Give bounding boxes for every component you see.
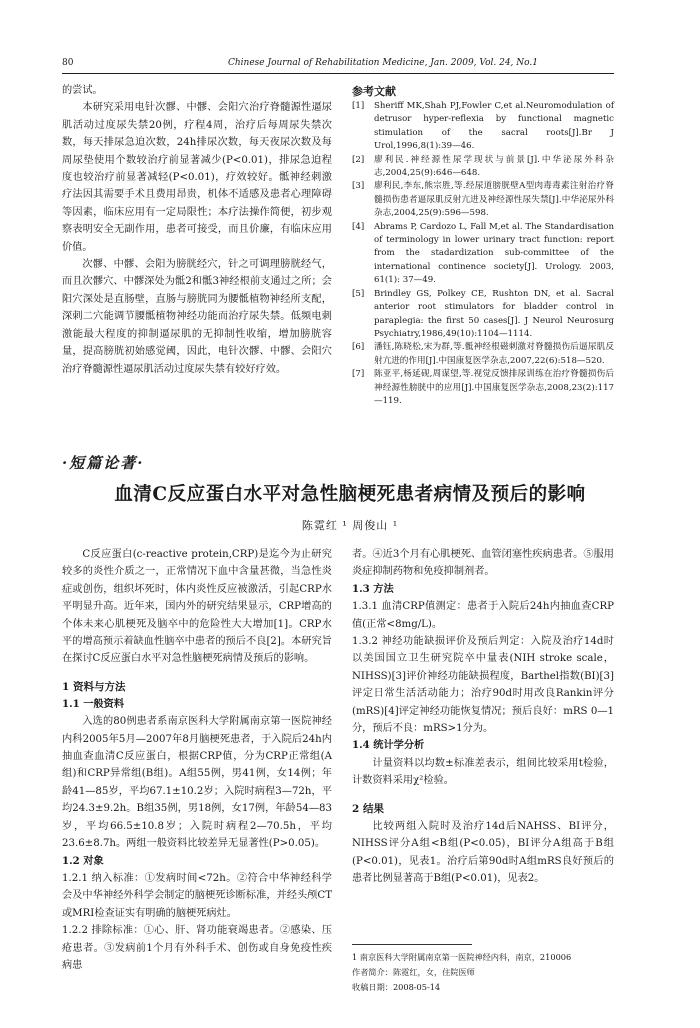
section-heading: 2 结果 bbox=[352, 802, 384, 815]
reference-text: 廖利民,李东,熊宗胜,等.经尿道膀胱壁A型肉毒毒素注射治疗脊髓损伤患者逼尿肌反射亢进及神经源性尿失禁[J].中华泌尿外科杂志,2004,25(9):596—598. bbox=[374, 181, 614, 219]
body-paragraph: 计量资料以均数±标准差表示，组间比较采用t检验，计数资料采用χ²检验。 bbox=[352, 757, 614, 787]
reference-number: [6] bbox=[352, 342, 365, 353]
prev-article-text bbox=[62, 82, 332, 378]
body-paragraph: 者。④近3个月有心肌梗死、血管闭塞性疾病患者。⑤服用炎症抑制药物和免疫抑制剂者。 bbox=[352, 549, 614, 578]
article-authors: 陈霓红 ¹ 周俊山 ¹ bbox=[301, 519, 399, 532]
reference-text: 廖利民.神经源性尿学现状与前景[J].中华泌尿外科杂志,2004,25(9):646—648. bbox=[374, 154, 614, 179]
footnote-line: 作者简介：陈霓红，女，住院医师 bbox=[352, 967, 475, 977]
subsection-heading: 1.1 一般资料 bbox=[62, 697, 125, 710]
reference-text: 陈亚平,杨延砚,周谋望,等.视觉反馈排尿训练在治疗脊髓损伤后神经源性膀胱中的应用[J].中国康复医学杂志,2008,23(2):117—119. bbox=[374, 369, 614, 406]
reference-item bbox=[352, 368, 614, 408]
reference-number: [3] bbox=[352, 181, 365, 192]
reference-item bbox=[352, 221, 614, 288]
reference-text: 潘钰,陈晓松,宋为群,等.骶神经根磁刺激对脊髓损伤后逼尿肌反射亢进的作用[J].中国康复医学杂志,2007,22(6):518—520. bbox=[374, 342, 614, 366]
footnote-line: 1 南京医科大学附属南京第一医院神经内科，南京，210006 bbox=[352, 952, 572, 962]
reference-text: Sheriff MK,Shah PJ,Fowler C,et al.Neuromodulation of detrusor hyper-reflexia by functional magnetic stimulation of the sacral roots[J].Br J Urol,1996,8(1):39—46. bbox=[374, 101, 614, 152]
reference-number: [4] bbox=[352, 221, 365, 232]
footnote-rule bbox=[352, 944, 472, 945]
prev-paragraph: 次髎、中髎、会阳为膀胱经穴，针之可调理膀胱经气，而且次髎穴、中髎深处为骶2和骶3神经根前支通过之所；会阳穴深处是直肠壁，直肠与膀胱同为腰骶植物神经所支配，深刺二穴能调节腰骶植物神经功能而治疗尿失禁。低频电刺激能最大程度的抑制逼尿肌的无抑制性收缩，增加膀胱容量，提高膀胱初始感觉阈，因此，电针次髎、中髎、会阳穴治疗脊髓源性逼尿肌活动过度尿失禁有较好疗效。 bbox=[62, 259, 332, 375]
reference-number: [2] bbox=[352, 154, 365, 165]
reference-number: [1] bbox=[352, 101, 365, 111]
article-left-column bbox=[62, 546, 332, 974]
reference-item bbox=[352, 341, 614, 368]
body-paragraph: 1.3.2 神经功能缺损评价及预后判定：入院及治疗14d时以美国国立卫生研究院卒中量表(NIH stroke scale，NIHSS)[3]评价神经功能缺损程度，Barthel指数(BI)[3]评定日常生活活动能力；治疗90d时用改良Rankin评分(mRS)[4]评定神经功能恢复情况；预后良好：mRS 0—1分，预后不良：mRS>1分为。 bbox=[352, 636, 614, 735]
references-title: 参考文献 bbox=[352, 85, 396, 98]
reference-item bbox=[352, 154, 614, 181]
reference-number: [7] bbox=[352, 369, 365, 380]
body-paragraph: C反应蛋白(c-reactive protein,CRP)是迄今为止研究较多的炎性介质之一，正常情况下血中含量甚微，当急性炎症或创伤，组织坏死时，体内炎性反应被激活，引起CRP水平明显升高。近年来，国内外的研究结果显示，CRP增高的个体未来心肌梗死及脑卒中的危险性大大增加[1]。CRP水平的增高预示着缺血性脑卒中患者的预后不良[2]。本研究旨在探讨C反应蛋白水平对急性脑梗死病情及预后的影响。 bbox=[62, 549, 332, 665]
reference-text: Abrams P, Cardozo L, Fall M,et al. The Standardisation of terminology in lower urinary tract function: report from the stadardization sub-committee of the international continence society[J]. Urology. 2003, 61(1): 37—49. bbox=[374, 221, 614, 286]
reference-item bbox=[352, 100, 614, 154]
body-paragraph: 1.2.1 纳入标准：①发病时间<72h。②符合中华神经科学会及中华神经外科学会制定的脑梗死诊断标准，并经头颅CT或MRI检查证实有明确的脑梗死病灶。 bbox=[62, 872, 332, 919]
body-paragraph: 1.3.1 血清CRP值测定：患者于入院后24h内抽血查CRP值(正常<8mg/L)。 bbox=[352, 601, 614, 630]
article-title: 血清C反应蛋白水平对急性脑梗死患者病情及预后的影响 bbox=[114, 484, 586, 505]
body-paragraph: 比较两组入院时及治疗14d后NAHSS、BI评分，NIHSS评分A组<B组(P<0.05)，BI评分A组高于B组(P<0.01)，见表1。治疗后第90d时A组mRS良好预后的患者比例显著高于B组(P<0.01)，见表2。 bbox=[352, 820, 614, 884]
body-paragraph: 入选的80例患者系南京医科大学附属南京第一医院神经内科2005年5月—2007年8月脑梗死患者，于入院后24h内抽血查血清C反应蛋白，根据CRP值，分为CRP正常组(A组)和CRP异常组(B组)。A组55例，男41例，女14例；年龄41—85岁，平均67.1±10.2岁；入院时病程3—72h，平均24.3±9.2h。B组35例，男18例，女17例，年龄54—83岁，平均66.5±10.8岁；入院时病程2—70.5h，平均23.6±8.7h。两组一般资料比较差异无显著性(P>0.05)。 bbox=[62, 716, 332, 850]
prev-paragraph: 的尝试。 bbox=[62, 85, 103, 96]
reference-number: [5] bbox=[352, 288, 365, 299]
prev-paragraph: 本研究采用电针次髎、中髎、会阳穴治疗脊髓源性逼尿肌活动过度尿失禁20例，疗程4周，治疗后每周尿失禁次数，每天排尿急迫次数，24h排尿次数，每天夜尿次数及每周尿垫使用个数较治疗前显著减少(P<0.01)，排尿急迫程度也较治疗前显著减轻(P<0.01)，疗效较好。骶神经刺激疗法因其需要手术且费用昂贵，机体不适感及患者心理障碍等因素，临床应用有一定局限性；本疗法操作简便，初步观察表明安全无副作用，患者可接受，而且价廉，有临床应用价值。 bbox=[62, 102, 332, 253]
reference-item bbox=[352, 288, 614, 342]
footnotes bbox=[352, 950, 614, 995]
references-list bbox=[352, 100, 614, 408]
article-right-column bbox=[352, 546, 614, 887]
body-paragraph: 1.2.2 排除标准：①心、肝、肾功能衰竭患者。②感染、压疮患者。③发病前1个月有外科手术、创伤或自身免疫性疾病患 bbox=[62, 925, 332, 971]
header-rule bbox=[62, 73, 614, 74]
reference-text: Brindley GS, Polkey CE, Rushton DN, et al. Sacral anterior root stimulators for bladder control in paraplegia: the first 50 cases[J]. J Neurol Neurosurg Psychiatry,1986,49(10):1104—1114. bbox=[374, 288, 614, 339]
section-label: ·短篇论著· bbox=[62, 454, 145, 472]
subsection-heading: 1.4 统计学分析 bbox=[352, 739, 425, 752]
subsection-heading: 1.3 方法 bbox=[352, 582, 394, 595]
section-heading: 1 资料与方法 bbox=[62, 680, 126, 693]
references-block bbox=[352, 84, 614, 408]
subsection-heading: 1.2 对象 bbox=[62, 854, 104, 867]
page-number: 80 bbox=[62, 58, 74, 68]
reference-item bbox=[352, 180, 614, 220]
footnote-line: 收稿日期：2008-05-14 bbox=[352, 982, 441, 992]
journal-line: Chinese Journal of Rehabilitation Medicine, Jan. 2009, Vol. 24, No.1 bbox=[228, 58, 538, 68]
